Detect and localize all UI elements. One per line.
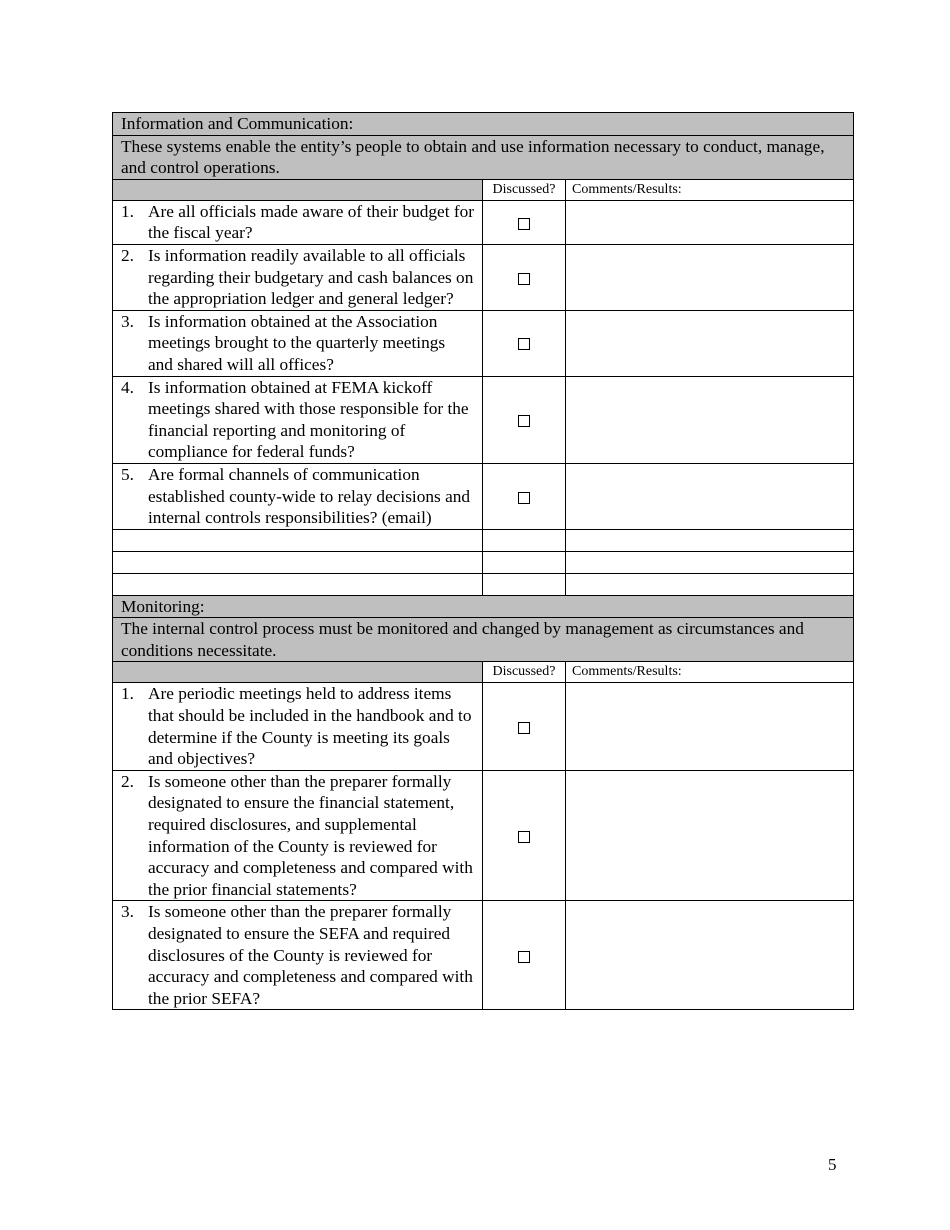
question-cell — [113, 310, 483, 376]
question-cell — [113, 376, 483, 463]
discussed-cell — [483, 244, 566, 310]
question-text: Is someone other than the preparer formally designated to ensure the SEFA and required disclosures of the County is reviewed for accuracy and completeness and compared with the prior SEFA? — [148, 902, 473, 1008]
discussed-checkbox[interactable] — [518, 273, 530, 285]
discussed-cell — [483, 901, 566, 1010]
column-header-row — [113, 662, 854, 683]
question-number: 1. — [121, 684, 134, 704]
question-number: 2. — [121, 771, 134, 791]
question-text: Is information obtained at FEMA kickoff meetings shared with those responsible for the financial reporting and monitoring of compliance for federal funds? — [148, 377, 469, 462]
section-header-row — [113, 113, 854, 136]
section-description-row — [113, 618, 854, 662]
discussed-checkbox[interactable] — [518, 722, 530, 734]
discussed-checkbox[interactable] — [518, 951, 530, 963]
question-cell — [113, 244, 483, 310]
discussed-cell — [483, 376, 566, 463]
question-number: 4. — [121, 377, 134, 397]
section-title: Monitoring: — [113, 595, 854, 618]
column-header-discussed: Discussed? — [483, 662, 566, 683]
blank-cell[interactable] — [113, 551, 483, 573]
comments-cell[interactable] — [566, 463, 854, 529]
checklist-table — [112, 112, 854, 1010]
blank-cell[interactable] — [566, 551, 854, 573]
question-text: Are formal channels of communication established county-wide to relay decisions and internal controls responsibilities? (email) — [148, 464, 471, 528]
discussed-cell — [483, 463, 566, 529]
blank-cell[interactable] — [566, 529, 854, 551]
question-text: Are periodic meetings held to address items that should be included in the handbook and to determine if the County is meeting its goals and objectives? — [148, 684, 472, 769]
question-row — [113, 901, 854, 1010]
question-row — [113, 244, 854, 310]
comments-cell[interactable] — [566, 770, 854, 901]
blank-cell[interactable] — [566, 573, 854, 595]
discussed-checkbox[interactable] — [518, 415, 530, 427]
section-header-row — [113, 595, 854, 618]
discussed-checkbox[interactable] — [518, 218, 530, 230]
question-row — [113, 200, 854, 244]
column-header-blank — [113, 179, 483, 200]
blank-row — [113, 551, 854, 573]
comments-cell[interactable] — [566, 200, 854, 244]
discussed-checkbox[interactable] — [518, 338, 530, 350]
question-cell — [113, 463, 483, 529]
section-description: These systems enable the entity’s people to obtain and use information necessary to conduct, manage, and control operations. — [113, 135, 854, 179]
discussed-cell — [483, 683, 566, 770]
section-description: The internal control process must be monitored and changed by management as circumstances and conditions necessitate. — [113, 618, 854, 662]
column-header-comments: Comments/Results: — [566, 662, 854, 683]
blank-row — [113, 529, 854, 551]
column-header-blank — [113, 662, 483, 683]
question-number: 3. — [121, 902, 134, 922]
question-cell — [113, 200, 483, 244]
comments-cell[interactable] — [566, 244, 854, 310]
page-number: 5 — [828, 1155, 837, 1174]
section-title: Information and Communication: — [113, 113, 854, 136]
discussed-checkbox[interactable] — [518, 831, 530, 843]
question-number: 3. — [121, 311, 134, 331]
question-cell — [113, 770, 483, 901]
discussed-cell — [483, 770, 566, 901]
comments-cell[interactable] — [566, 683, 854, 770]
discussed-checkbox[interactable] — [518, 492, 530, 504]
discussed-cell — [483, 200, 566, 244]
question-row — [113, 463, 854, 529]
column-header-discussed: Discussed? — [483, 179, 566, 200]
question-cell — [113, 683, 483, 770]
comments-cell[interactable] — [566, 310, 854, 376]
comments-cell[interactable] — [566, 376, 854, 463]
column-header-row — [113, 179, 854, 200]
blank-cell[interactable] — [113, 529, 483, 551]
question-number: 5. — [121, 464, 134, 484]
comments-cell[interactable] — [566, 901, 854, 1010]
blank-cell[interactable] — [483, 573, 566, 595]
section-description-row — [113, 135, 854, 179]
question-text: Are all officials made aware of their budget for the fiscal year? — [148, 201, 474, 243]
question-row — [113, 310, 854, 376]
column-header-comments: Comments/Results: — [566, 179, 854, 200]
blank-cell[interactable] — [113, 573, 483, 595]
question-row — [113, 376, 854, 463]
discussed-cell — [483, 310, 566, 376]
question-number: 2. — [121, 245, 134, 265]
question-cell — [113, 901, 483, 1010]
question-text: Is information readily available to all officials regarding their budgetary and cash balances on the appropriation ledger and general ledger? — [148, 245, 474, 309]
blank-row — [113, 573, 854, 595]
question-text: Is someone other than the preparer formally designated to ensure the financial statement, required disclosures, and supplemental information of the County is reviewed for accuracy and completeness and compared with the prior financial statements? — [148, 771, 473, 899]
blank-cell[interactable] — [483, 529, 566, 551]
question-row — [113, 770, 854, 901]
blank-cell[interactable] — [483, 551, 566, 573]
question-text: Is information obtained at the Association meetings brought to the quarterly meetings and shared will all offices? — [148, 311, 446, 374]
question-row — [113, 683, 854, 770]
question-number: 1. — [121, 201, 134, 221]
